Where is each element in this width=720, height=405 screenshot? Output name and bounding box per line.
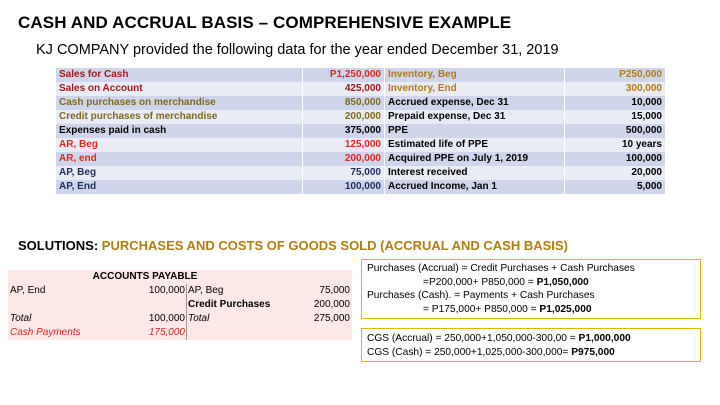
right-value: 10 years — [621, 139, 662, 150]
credit-label: Total — [186, 312, 282, 326]
left-value: 425,000 — [303, 82, 385, 96]
credit-value: 275,000 — [313, 313, 350, 324]
debit-value: 175,000 — [148, 327, 185, 338]
right-value: P250,000 — [619, 69, 662, 80]
cgs-formula-box — [361, 328, 701, 362]
formula-line — [367, 332, 695, 346]
table-row — [8, 284, 352, 298]
given-data-table — [56, 68, 665, 194]
right-label: Accrued Income, Jan 1 — [385, 180, 565, 194]
solutions-heading — [18, 238, 568, 253]
debit-label — [8, 298, 88, 312]
table-row — [56, 96, 665, 110]
ledger-title-spacer — [282, 270, 352, 284]
credit-value: 75,000 — [319, 285, 350, 296]
table-row — [56, 152, 665, 166]
right-value: 20,000 — [631, 167, 662, 178]
left-value: 850,000 — [303, 96, 385, 110]
table-row — [8, 298, 352, 312]
formula-line — [367, 276, 695, 290]
left-label: Sales for Cash — [56, 68, 303, 82]
right-value: 5,000 — [636, 181, 662, 192]
debit-label: AP, End — [10, 285, 46, 296]
credit-value: 200,000 — [313, 299, 350, 310]
formula-result: P1,025,000 — [539, 303, 592, 315]
table-row — [56, 180, 665, 194]
table-row — [56, 124, 665, 138]
debit-value — [88, 298, 186, 312]
formula-line: Purchases (Cash). = Payments + Cash Purchases — [367, 290, 595, 301]
right-value: 10,000 — [631, 97, 662, 108]
ledger-title: ACCOUNTS PAYABLE — [92, 271, 198, 282]
left-label: AR, end — [56, 152, 303, 166]
accounts-payable-ledger — [8, 270, 352, 340]
right-value: 500,000 — [625, 125, 662, 136]
left-value: 375,000 — [303, 124, 385, 138]
right-value: 100,000 — [625, 153, 662, 164]
left-label: Expenses paid in cash — [56, 124, 303, 138]
formula-result: P1,050,000 — [536, 276, 589, 288]
right-label: Accrued expense, Dec 31 — [385, 96, 565, 110]
credit-label — [186, 326, 282, 340]
table-row — [56, 138, 665, 152]
formula-text: CGS (Cash) = 250,000+1,025,000-300,000= — [367, 346, 572, 358]
left-label: AR, Beg — [56, 138, 303, 152]
formula-line — [367, 303, 695, 317]
right-label: Inventory, End — [385, 82, 565, 96]
left-value: 200,000 — [303, 152, 385, 166]
right-label: Prepaid expense, Dec 31 — [385, 110, 565, 124]
right-label: PPE — [385, 124, 565, 138]
left-label: AP, End — [56, 180, 303, 194]
table-row — [56, 68, 665, 82]
right-label: Acquired PPE on July 1, 2019 — [385, 152, 565, 166]
right-label: Interest received — [385, 166, 565, 180]
left-label: Credit purchases of merchandise — [56, 110, 303, 124]
debit-value: 100,000 — [148, 285, 185, 296]
left-value: 200,000 — [303, 110, 385, 124]
purchases-formula-box — [361, 259, 701, 319]
page-title: CASH AND ACCRUAL BASIS – COMPREHENSIVE EXAMPLE — [18, 13, 512, 32]
left-label: Cash purchases on merchandise — [56, 96, 303, 110]
debit-label: Cash Payments — [10, 327, 81, 338]
solutions-topic: PURCHASES AND COSTS OF GOODS SOLD (ACCRUAL AND CASH BASIS) — [101, 238, 568, 253]
table-row — [56, 166, 665, 180]
debit-value: 100,000 — [148, 313, 185, 324]
left-value: 75,000 — [303, 166, 385, 180]
page-subtitle: KJ COMPANY provided the following data for the year ended December 31, 2019 — [36, 42, 559, 58]
credit-value — [282, 326, 352, 340]
left-label: Sales on Account — [56, 82, 303, 96]
table-row — [8, 312, 352, 326]
table-row — [8, 326, 352, 340]
credit-label: AP, Beg — [186, 284, 282, 298]
formula-line — [367, 346, 695, 360]
table-row — [56, 82, 665, 96]
left-value: 125,000 — [303, 138, 385, 152]
formula-result: P1,000,000 — [578, 333, 631, 344]
formula-text: =P200,000+ P850,000 = — [423, 276, 537, 288]
ledger-title-row — [8, 270, 352, 284]
solutions-label: SOLUTIONS: — [18, 238, 99, 253]
left-value: 100,000 — [303, 180, 385, 194]
credit-label: Credit Purchases — [186, 298, 282, 312]
left-value: P1,250,000 — [303, 68, 385, 82]
debit-label: Total — [10, 313, 32, 324]
right-label: Estimated life of PPE — [385, 138, 565, 152]
formula-line: Purchases (Accrual) = Credit Purchases + Cash Purchases — [367, 263, 635, 274]
right-value: 300,000 — [625, 83, 662, 94]
formula-text: CGS (Accrual) = 250,000+1,050,000-300,00 = — [367, 333, 579, 344]
formula-result: P975,000 — [571, 346, 615, 358]
left-label: AP, Beg — [56, 166, 303, 180]
right-label: Inventory, Beg — [385, 68, 565, 82]
table-row — [56, 110, 665, 124]
formula-text: = P175,000+ P850,000 = — [423, 303, 540, 315]
right-value: 15,000 — [631, 111, 662, 122]
